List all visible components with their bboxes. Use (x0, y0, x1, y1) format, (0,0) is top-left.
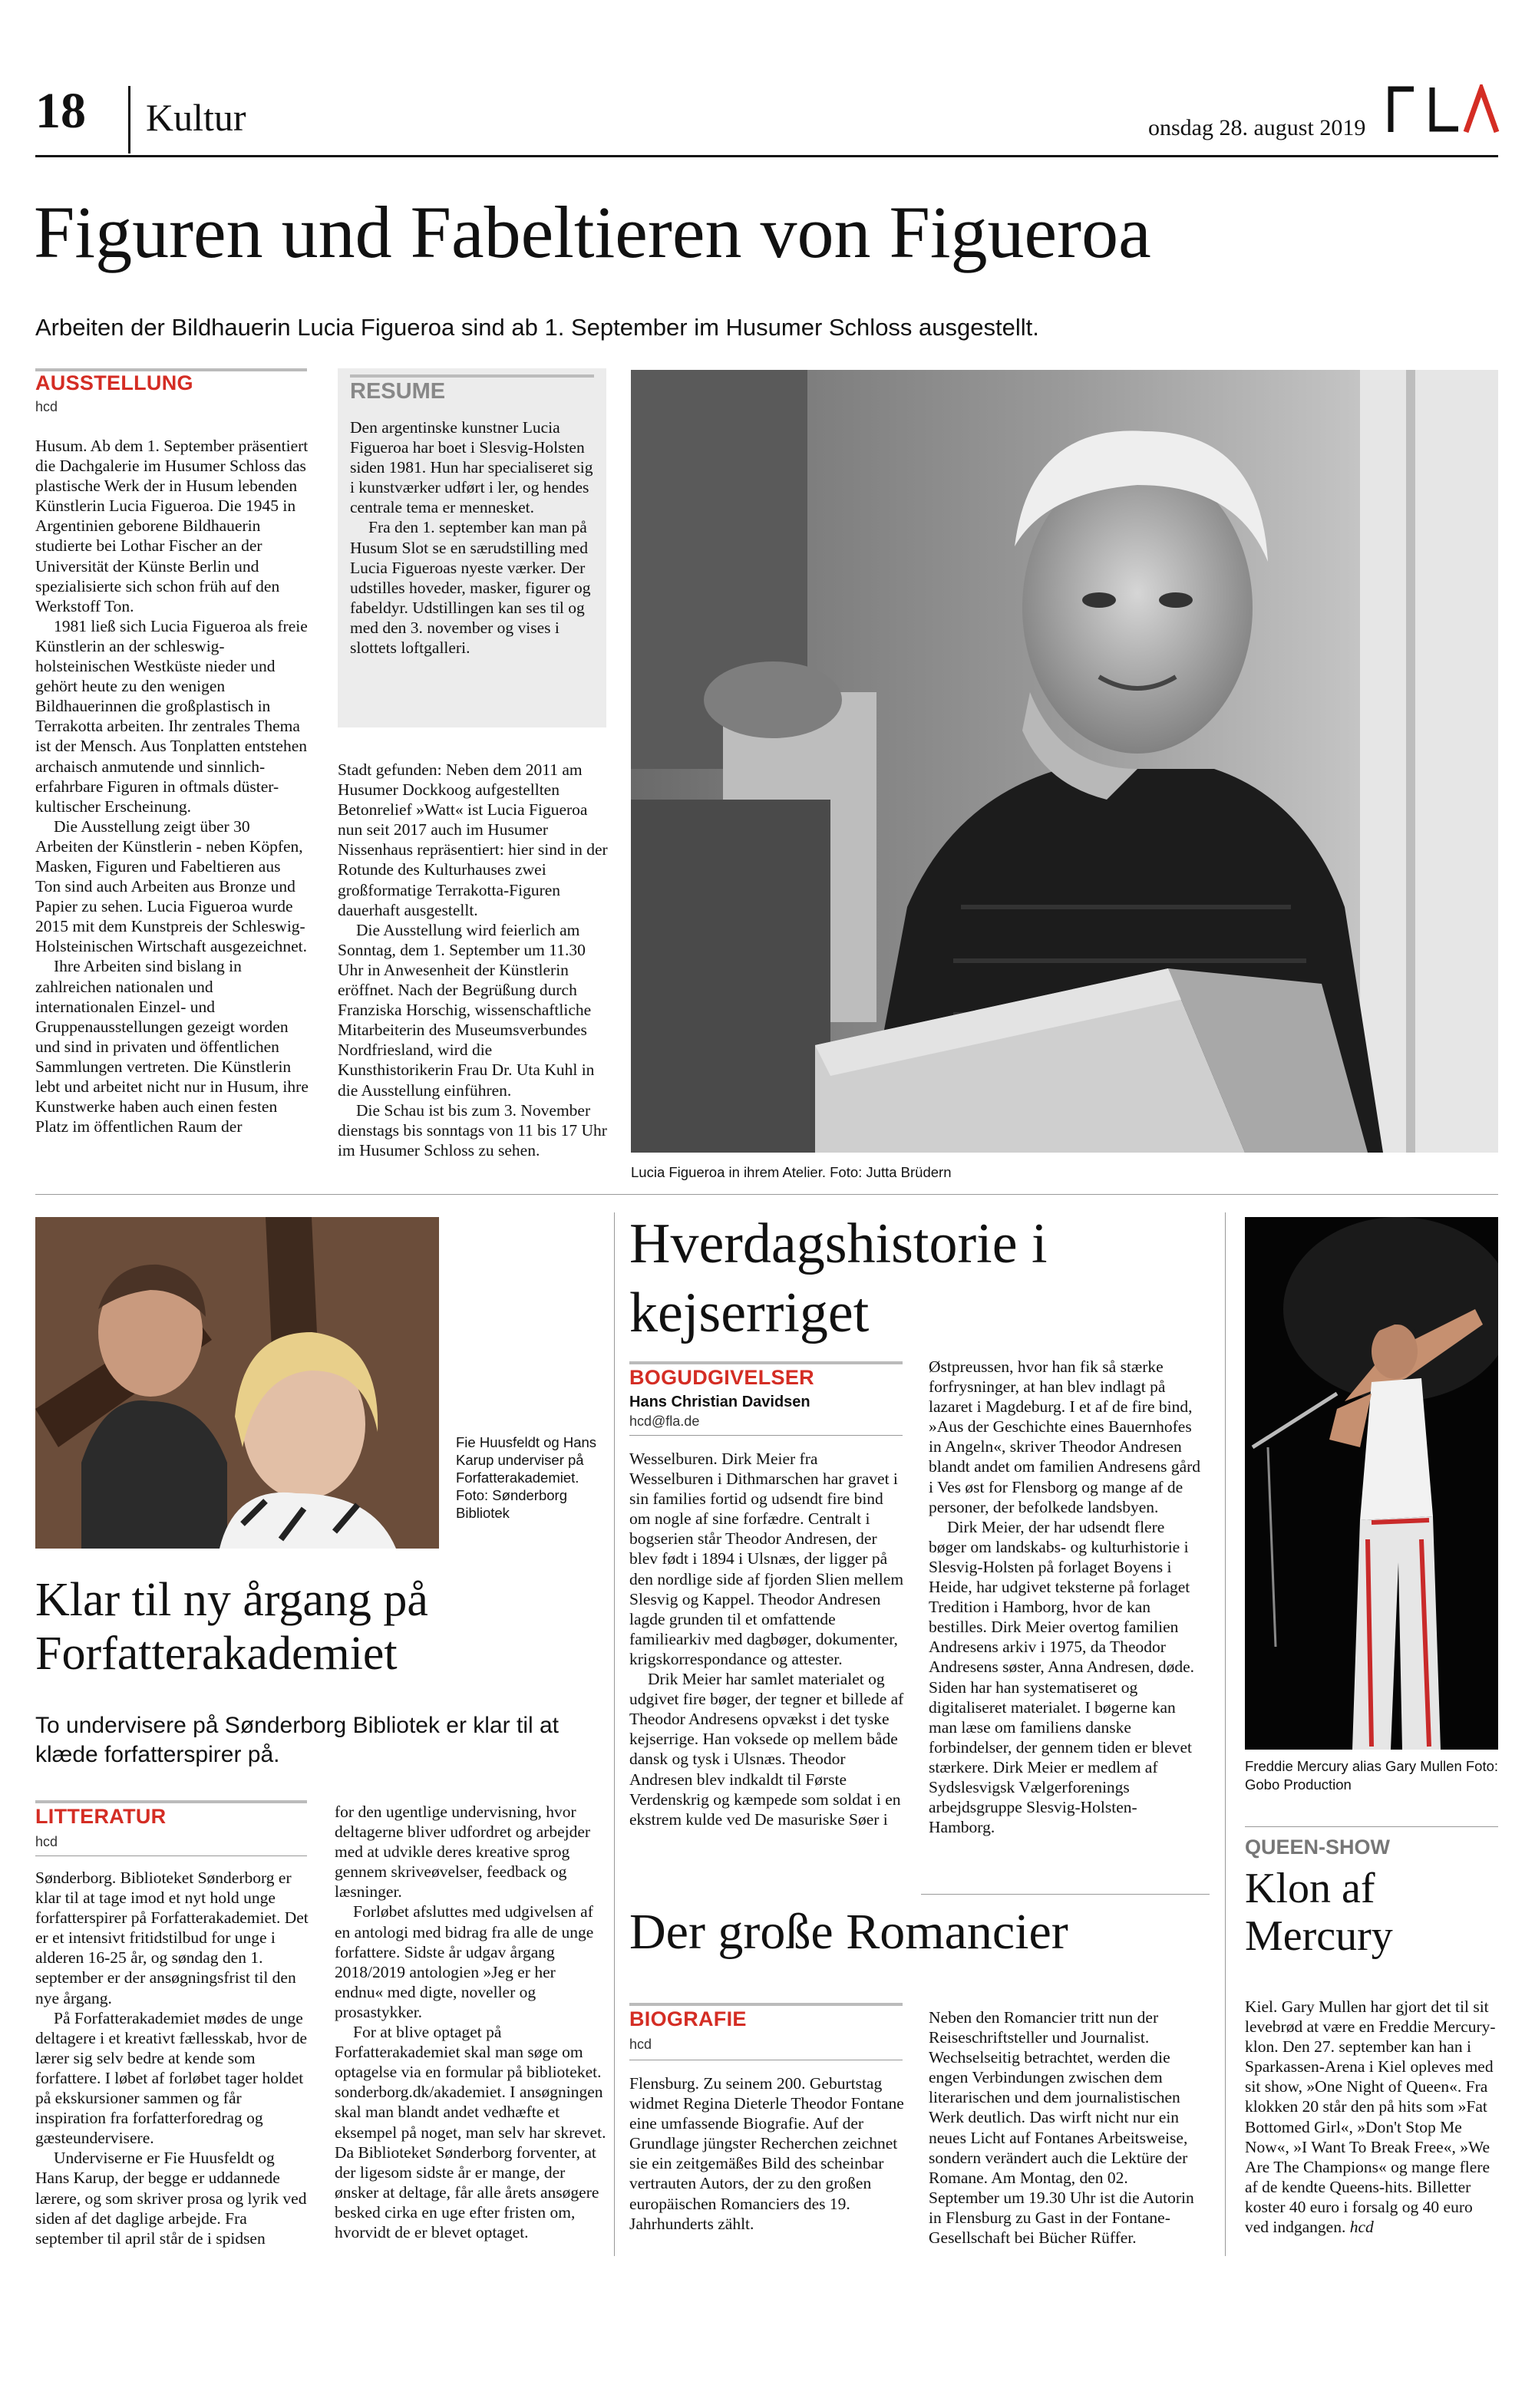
paragraph: Dirk Meier, der har udsendt flere bøger om landskabs- og kulturhistorie i Slesvig-Holsten på forlaget Boyens i Heide, har udgivet teksterne på forlaget Tredition i Hamborg, hvor de kan bestilles. Dirk Meier overtog familien Andresens arkiv i 1975, da Theodor Andresens søster, Anna Andresen, døde. Siden har han systematiseret og digitaliseret materialet. I bøgerne kan man læse om familiens danske forbindelser, der gennem tiden er blevet stærkere. Dirk Meier er medlem af Sydslesvigsk Vælgerforenings arbejdsgruppe Slesvig-Holsten-Hamborg. (929, 1517, 1195, 1837)
page-number: 18 (35, 83, 86, 139)
author: Hans Christian Davidsen (629, 1394, 810, 1410)
paragraph: Underviserne er Fie Huusfeldt og Hans Karup, der begge er uddannede lærere, og som skriver prosa og lyrik ved siden af det daglige arbejde. Fra september til april står de i spidsen (35, 2149, 307, 2248)
paragraph: Die Ausstellung zeigt über 30 Arbeiten der Künstlerin - neben Köpfen, Masken, Figuren und Fabeltieren aus Ton sind auch Arbeiten aus Bronze und Papier zu sehen. Lucia Figueroa wurde 2015 mit dem Kunstpreis der Schleswig-Holsteinischen Wirtschaft ausgezeichnet. (35, 816, 307, 956)
paragraph: Husum. Ab dem 1. September präsentiert die Dachgalerie im Husumer Schloss das plastische Werk der in Husum lebenden Künstlerin Lucia Figueroa. Die 1945 in Argentinien geborene Bildhauerin studierte bei Lothar Fischer an der Universität der Künste Berlin und spezialisierte sich schon früh auf den Werkstoff Ton. (35, 437, 309, 615)
paragraph: Neben den Romancier tritt nun der Reiseschriftsteller und Journalist. Wechselseitig betrachtet, werden die engen Verbindungen zwischen dem literarischen und dem journalistischen Werk deutlich. Das wirft nicht nur ein neues Licht auf Fontanes Arbeitsweise, sondern verändert auch die Lektüre der Romane. Am Montag, den 02. September um 19.30 Uhr ist die Autorin in Flensburg zu Gast in der Fontane-Gesellschaft bei Bücher Rüffer. (929, 2008, 1194, 2248)
hverdag-col-2 (929, 1357, 1202, 1837)
kicker-underline (629, 1435, 903, 1436)
logo (1388, 84, 1501, 134)
paragraph-text: Kiel. Gary Mullen har gjort det til sit levebrød at være en Freddie Mercury-klon. Den 27. september kan han i Sparkassen-Arena i Kiel opleves med sit show, »One Night of Queen«. Fra klokken 20 står den på hits som »Fat Bottomed Girl«, »Don't Stop Me Now«, »I Want To Break Free«, »We Are The Champions« og mange flere af de kendte Queens-hits. Billetter koster 40 euro i forsalg og 40 euro ved indgangen. (1245, 1997, 1496, 2237)
forfatter-col-1 (35, 1868, 309, 2248)
kicker-rule (629, 2003, 903, 2006)
main-subheading: Arbeiten der Bildhauerin Lucia Figueroa sind ab 1. September im Husumer Schloss ausgestellt. (35, 314, 1039, 341)
author-email: hcd@fla.de (629, 1413, 700, 1429)
paragraph: For at blive optaget på Forfatterakademiet skal man søge om optagelse via en formular på biblioteket. sonderborg.dk/akademiet. I ansøgningen skal man blandt andet vedhæfte et eksempel på noget, man selv har skrevet. Da Biblioteket Sønderborg forventer, at der ligesom sidste år er mange, der ønsker at deltage, får alle årets ansøgere besked cirka en uge efter fristen om, hvorvidt de er blevet optaget. (335, 2023, 606, 2241)
header-date: onsdag 28. august 2019 (1148, 115, 1366, 140)
paragraph: Forløbet afsluttes med udgivelsen af en antologi med bidrag fra alle de unge forfattere. Sidste år udgav årgang 2018/2019 antologien »Jeg er her endnu« med digte, noveller og prosastykker. (335, 1902, 594, 2021)
header-rule (35, 155, 1498, 157)
forfatter-headline: Klar til ny årgang på Forfatterakademiet (35, 1574, 428, 1680)
kicker-litteratur: LITTERATUR (35, 1805, 167, 1828)
paragraph: Den argentinske kunstner Lucia Figueroa har boet i Slesvig-Holsten siden 1981. Hun har specialiseret sig i kunstværker udført i ler, og hendes centrale tema er mennesket. (350, 418, 593, 517)
paragraph: Die Schau ist bis zum 3. November dienstags bis sonntags von 11 bis 17 Uhr im Husumer Schloss zu sehen. (338, 1100, 607, 1159)
hverdag-headline: Hverdagshistorie i kejserriget (629, 1212, 1048, 1344)
paragraph: Ihre Arbeiten sind bislang in zahlreichen nationalen und internationalen Einzel- und Gruppenausstellungen gezeigt worden und sind in privaten und öffentlichen Sammlungen vertreten. Die Künstlerin lebt und arbeitet nicht nur in Husum, ihre Kunstwerke haben auch einen festen Platz im öffentlichen Raum der (35, 957, 309, 1136)
paragraph: Sønderborg. Biblioteket Sønderborg er klar til at tage imod et nyt hold unge forfatterspirer på Forfatterakademiet. Det er et intensivt fritidstilbud for unge i alderen 16-25 år, og søndag den 1. september er der ansøgningsfrist til den nye årgang. (35, 1869, 309, 2007)
main-col-2 (338, 760, 609, 1160)
hverdag-col-1 (629, 1449, 904, 1829)
romancier-headline: Der große Romancier (629, 1904, 1068, 1960)
byline: hcd (629, 2037, 652, 2052)
article-divider (921, 1894, 1210, 1895)
kicker-ausstellung: AUSSTELLUNG (35, 371, 193, 394)
resume-title: RESUME (350, 379, 446, 404)
paragraph: 1981 ließ sich Lucia Figueroa als freie Künstlerin an der schleswig-holsteinischen Westküste nieder und gehört heute zu den wenigen Bildhauerinnen die großplastisch in Terrakotta arbeiten. Ihr zentrales Thema ist der Mensch. Aus Tonplatten entstehen archaisch anmutende und sinnlich-erfahrbare Figuren in oftmals düster-kultischer Erscheinung. (35, 616, 308, 816)
kicker-rule (629, 1361, 903, 1364)
teachers-photo-icon (35, 1217, 439, 1549)
byline: hcd (35, 399, 58, 414)
romancier-col-2 (929, 2007, 1202, 2248)
kicker-bogudgivelser: BOGUDGIVELSER (629, 1366, 814, 1389)
signature: hcd (1349, 2218, 1374, 2237)
paragraph: Flensburg. Zu seinem 200. Geburtstag widmet Regina Dieterle Theodor Fontane eine umfassende Biografie. Auf der Grundlage jüngster Recherchen zeichnet sie ein zeitgemäßes Bild des scheinbar vertrauten Autors, der zu den großen europäischen Romanciers des 19. Jahrhunderts zählt. (629, 2074, 904, 2233)
kicker-rule (35, 1800, 307, 1803)
header-divider (128, 86, 130, 153)
paragraph: for den ugentlige undervisning, hvor deltagerne bliver udfordret og arbejder med at udvikle deres kreative sprog gennem skriveøvelser, feedback og læsninger. (335, 1803, 591, 1902)
kicker-underline (35, 1855, 307, 1856)
resume-body (350, 417, 597, 658)
queen-headline: Klon af Mercury (1245, 1865, 1393, 1960)
paragraph: Stadt gefunden: Neben dem 2011 am Husumer Dockkoog aufgestellten Betonrelief »Watt« ist Lucia Figueroa nun seit 2017 auch im Husumer Nissenhaus repräsentiert: hier sind in der Rotunde des Kulturhauses zwei großformatige Terrakotta-Figuren dauerhaft ausgestellt. (338, 760, 608, 919)
section-title: Kultur (146, 96, 246, 139)
queen-body (1245, 1997, 1500, 2237)
main-photo (631, 370, 1498, 1153)
forfatter-photo (35, 1217, 439, 1549)
forfatter-col-2 (335, 1802, 606, 2242)
romancier-col-1 (629, 2073, 904, 2234)
column-divider (614, 1212, 615, 2256)
kicker-rule (1245, 1826, 1498, 1827)
portrait-photo-icon (631, 370, 1498, 1153)
kicker-queen-show: QUEEN-SHOW (1245, 1836, 1390, 1859)
paragraph: På Forfatterakademiet mødes de unge deltagere i et kreativt fællesskab, hvor de lærer sig selv bedre at kende som forfattere. I løbet af forløbet tager holdet på ekskursioner sammen og får inspiration fra forfatterforedrag og gæsteundervisere. (35, 2008, 308, 2148)
paragraph: Die Ausstellung wird feierlich am Sonntag, dem 1. September um 11.30 Uhr in Anwesenheit der Künstlerin eröffnet. Nach der Begrüßung durch Franziska Horschig, wissenschaftliche Mitarbeiterin des Museumsverbundes Nordfriesland, wird die Kunsthistorikerin Frau Dr. Uta Kuhl in die Ausstellung einführen. (338, 920, 595, 1100)
main-col-1 (35, 436, 309, 1136)
main-photo-caption: Lucia Figueroa in ihrem Atelier. Foto: Jutta Brüdern (631, 1164, 952, 1180)
paragraph (1245, 1997, 1500, 2237)
section-rule (35, 1194, 1498, 1195)
paragraph: Østpreussen, hvor han fik så stærke forfrysninger, at han blev indlagt på lazaret i Magdeburg. I et af de fire bind, »Aus der Geschichte eines Bauernhofes in Angeln«, skriver Theodor Andresen blandt andet om familien Andresens gård i Ves øst for Flensborg og mange af de personer, der befolkede landsbyen. (929, 1357, 1201, 1516)
paragraph: Wesselburen. Dirk Meier fra Wesselburen i Dithmarschen har gravet i sin families fortid og udsendt fire bind om nogle af sine forfædre. Centralt i bogserien står Theodor Andresen, der blev født i 1894 i Ulsnæs, der ligger på den nordlige side af fjorden Slien mellem Slesvig og Kappel. Theodor Andresen lagde grunden til et omfattende familiearkiv med dagbøger, dokumenter, krigskorrespondance og attester. (629, 1450, 904, 1668)
fla-logo-icon (1388, 84, 1501, 134)
paragraph: Drik Meier har samlet materialet og udgivet fire bøger, der tegner et billede af Theodor Andresens opvækst i det tyske kejserrige. Han voksede op mellem både dansk og tysk i Ulsnæs. Theodor Andresen blev indkaldt til Første Verdenskrig og kæmpede som soldat i en ekstrem kulde ved De masuriske Søer i (629, 1670, 904, 1829)
resume-box (338, 368, 606, 727)
byline: hcd (35, 1834, 58, 1849)
performer-photo-icon (1245, 1217, 1498, 1750)
column-divider (1225, 1212, 1226, 2256)
paragraph: Fra den 1. september kan man på Husum Slot se en særudstilling med Lucia Figueroas nyeste værker. Der udstilles hoveder, masker, figurer og fabeldyr. Udstillingen kan ses til og med den 3. november og vises i slottets loftgalleri. (350, 518, 591, 658)
queen-photo (1245, 1217, 1498, 1750)
resume-rule (350, 374, 594, 378)
kicker-biografie: BIOGRAFIE (629, 2007, 747, 2030)
forfatter-photo-caption: Fie Huusfeldt og Hans Karup underviser på Forfatterakademiet. Foto: Sønderborg Bibliotek (456, 1434, 597, 1521)
main-headline: Figuren und Fabeltieren von Figueroa (34, 191, 1151, 273)
forfatter-subheading: To undervisere på Sønderborg Bibliotek er klar til at klæde forfatterspirer på. (35, 1713, 560, 1767)
queen-photo-caption: Freddie Mercury alias Gary Mullen Foto: Gobo Production (1245, 1758, 1499, 1793)
